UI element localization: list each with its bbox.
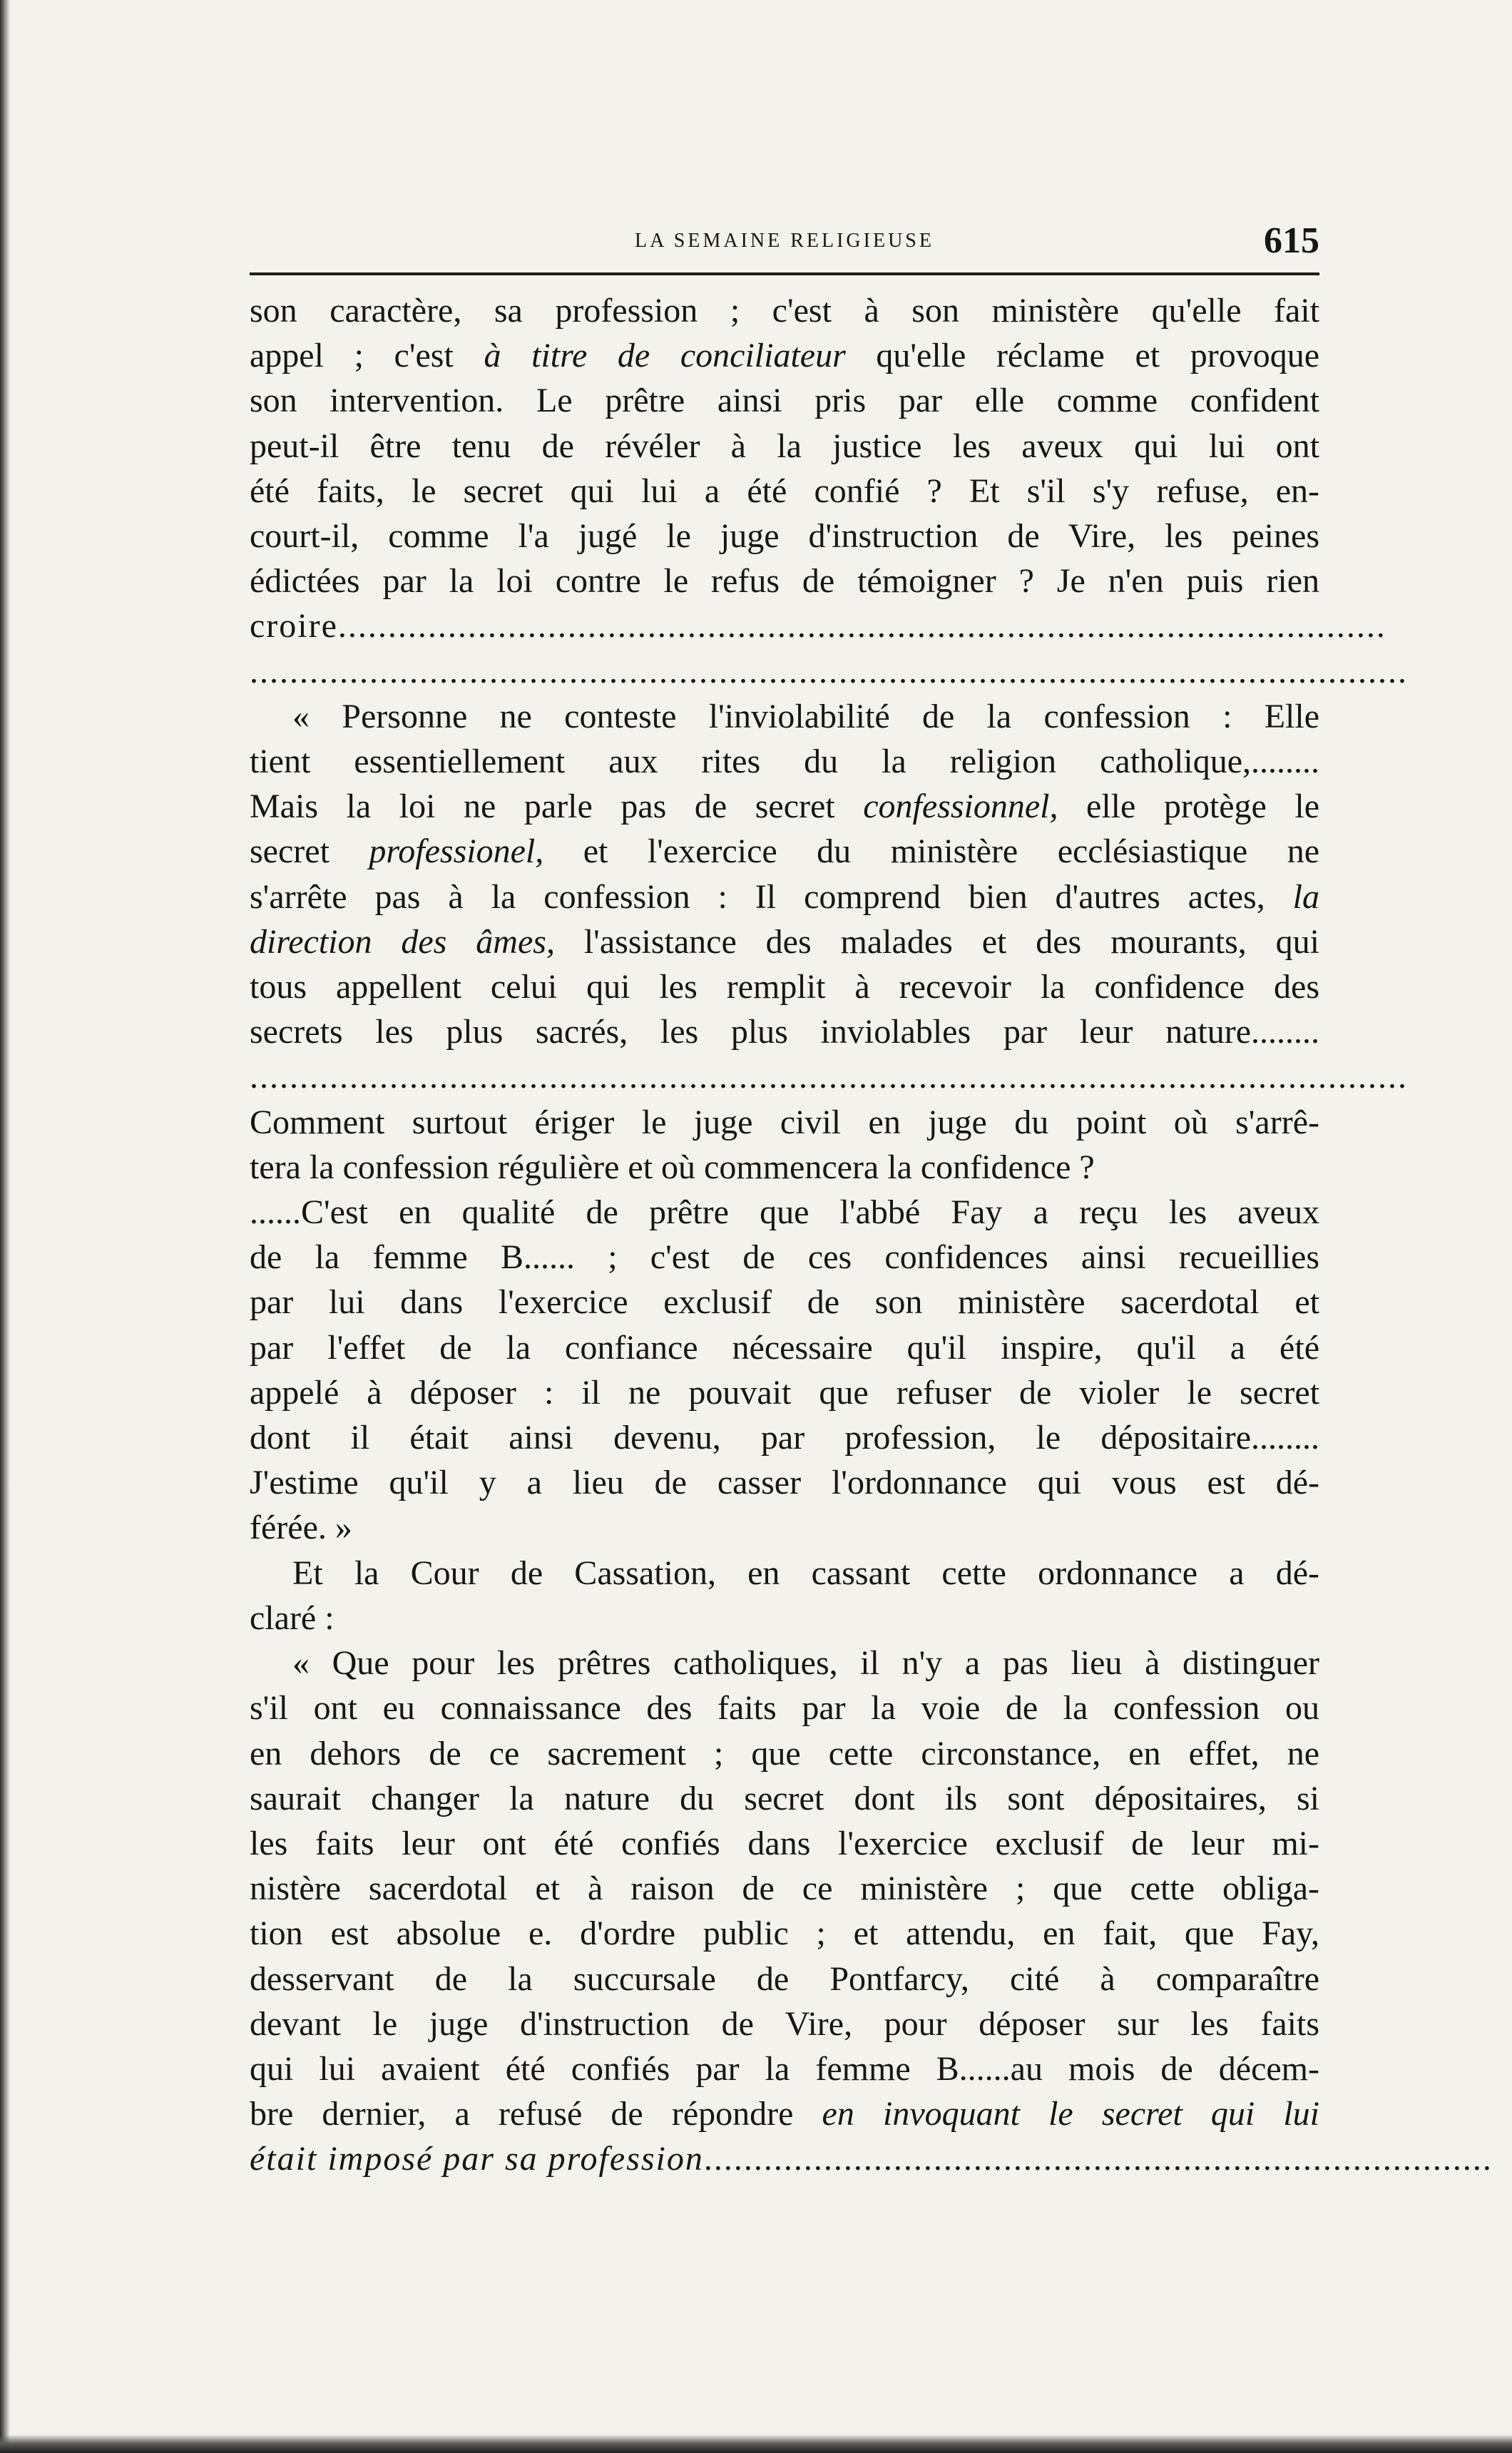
text-line-2: appel ; c'est à titre de conciliateur qu'elle réclame et provoque <box>250 337 1319 375</box>
text-line-15: direction des âmes, l'assistance des malades et des mourants, qui <box>250 922 1320 961</box>
body-text <box>250 288 1493 2182</box>
text-line-22: de la femme B...... ; c'est de ces confidences ainsi recueillies <box>250 1238 1319 1277</box>
text-line-35: les faits leur ont été confiés dans l'exercice exclusif de leur mi- <box>250 1824 1319 1862</box>
running-head <box>250 214 1319 264</box>
scan-edge-bottom <box>0 2434 1512 2453</box>
text-line-21: ......C'est en qualité de prêtre que l'abbé Fay a reçu les aveux <box>250 1193 1319 1232</box>
text-line-25: appelé à déposer : il ne pouvait que refuser de violer le secret <box>250 1373 1319 1412</box>
page-number: 615 <box>1264 220 1319 261</box>
text-line-12: Mais la loi ne parle pas de secret confessionnel, elle protège le <box>250 787 1320 826</box>
text-line-30: claré : <box>250 1598 334 1637</box>
text-line-6: court-il, comme l'a jugé le juge d'instruction de Vire, les peines <box>250 517 1319 556</box>
leader-dots: ............................................................................... <box>703 2140 1493 2178</box>
text-line-20: tera la confession régulière et où commencera la confidence ? <box>250 1148 1095 1186</box>
text-line-4: peut-il être tenu de révéler à la justice les aveux qui lui ont <box>250 427 1319 465</box>
text-line-27: J'estime qu'il y a lieu de casser l'ordonnance qui vous est dé- <box>250 1464 1319 1502</box>
text-line-26: dont il était ainsi devenu, par profession, le dépositaire........ <box>250 1419 1319 1457</box>
text-line-32: s'il ont eu connaissance des faits par la voie de la confession ou <box>250 1689 1319 1728</box>
text-line-28: férée. » <box>250 1509 352 1547</box>
text-line-19: Comment surtout ériger le juge civil en juge du point où s'arrê- <box>250 1103 1319 1141</box>
text-line-8-dotted: croire......................................................................................................... <box>250 607 1386 646</box>
text-line-31: « Que pour les prêtres catholiques, il n'y a pas lieu à distinguer <box>292 1644 1319 1683</box>
text-line-36: nistère sacerdotal et à raison de ce ministère ; que cette obliga- <box>250 1870 1319 1908</box>
text-line-40: qui lui avaient été confiés par la femme B......au mois de décem- <box>250 2049 1319 2088</box>
text-line-10: « Personne ne conteste l'inviolabilité de la confession : Elle <box>292 697 1319 735</box>
text-line-11: tient essentiellement aux rites du la religion catholique,........ <box>250 743 1319 781</box>
text-line-23: par lui dans l'exercice exclusif de son ministère sacerdotal et <box>250 1283 1319 1322</box>
text-line-7: édictées par la loi contre le refus de témoigner ? Je n'en puis rien <box>250 562 1319 601</box>
book-page <box>250 214 1493 2182</box>
text-line-16: tous appellent celui qui les remplit à recevoir la confidence des <box>250 968 1319 1006</box>
text-line-42-dotted: était imposé par sa profession............................................................................... <box>250 2140 1493 2178</box>
dotted-separator-1: .................................................................................................................... <box>250 652 1408 690</box>
text-line-24: par l'effet de la confiance nécessaire qu'il inspire, qu'il a été <box>250 1328 1319 1367</box>
text-line-33: en dehors de ce sacrement ; que cette circonstance, en effet, ne <box>250 1734 1319 1773</box>
text-line-17: secrets les plus sacrés, les plus inviolables par leur nature........ <box>250 1013 1319 1051</box>
leader-dots: ......................................................................................................... <box>337 607 1386 646</box>
text-line-29: Et la Cour de Cassation, en cassant cette ordonnance a dé- <box>292 1554 1319 1592</box>
text-line-3: son intervention. Le prêtre ainsi pris par elle comme confident <box>250 382 1319 420</box>
running-title: LA SEMAINE RELIGIEUSE <box>635 230 934 252</box>
text-line-39: devant le juge d'instruction de Vire, pour déposer sur les faits <box>250 2004 1319 2043</box>
dotted-separator-2: .................................................................................................................... <box>250 1058 1408 1096</box>
text-line-5: été faits, le secret qui lui a été confié ? Et s'il s'y refuse, en- <box>250 471 1319 510</box>
text-line-41: bre dernier, a refusé de répondre en invoquant le secret qui lui <box>250 2095 1319 2133</box>
text-line-34: saurait changer la nature du secret dont ils sont dépositaires, si <box>250 1779 1319 1817</box>
header-rule <box>250 272 1319 275</box>
text-line-38: desservant de la succursale de Pontfarcy, cité à comparaître <box>250 1959 1319 1998</box>
text-line-13: secret professionel, et l'exercice du ministère ecclésiastique ne <box>250 832 1319 871</box>
text-line-14: s'arrête pas à la confession : Il comprend bien d'autres actes, la <box>250 877 1319 916</box>
text-line-1: son caractère, sa profession ; c'est à son ministère qu'elle fait <box>250 292 1319 330</box>
scan-edge-left <box>0 0 10 2453</box>
text-line-37: tion est absolue e. d'ordre public ; et attendu, en fait, que Fay, <box>250 1914 1319 1953</box>
